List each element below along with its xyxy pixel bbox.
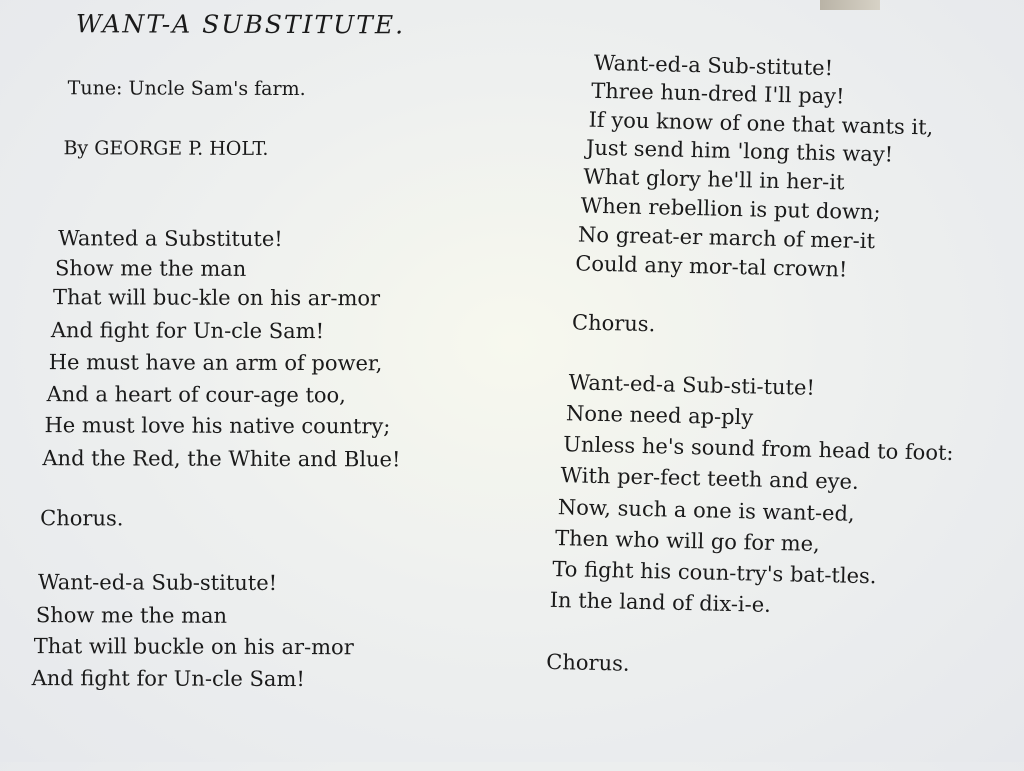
verse-line: In the land of dix-i-e. [549,587,772,617]
verse-line: With per-fect teeth and eye. [560,463,859,494]
verse-line: Then who will go for me, [554,526,821,557]
tune-line: Tune: Uncle Sam's farm. [67,77,306,101]
verse-line: To fight his coun-try's bat-tles. [552,556,877,589]
verse-line: Just send him 'long this way! [585,135,894,167]
verse-line: What glory he'll in her-it [583,164,845,195]
chorus-label: Chorus. [546,649,630,676]
verse-line: And a heart of cour-age too, [46,382,346,408]
verse-line: Unless he's sound from head to foot: [563,432,954,466]
verse-line: Want-ed-a Sub-stitute! [593,50,834,81]
verse-line: And fight for Un-cle Sam! [50,318,325,344]
verse-line: When rebellion is put down; [580,193,881,225]
chorus-label: Chorus. [571,310,656,337]
verse-line: Show me the man [35,603,228,628]
verse-line: And fight for Un-cle Sam! [31,666,305,692]
verse-line: No great-er march of mer-it [577,222,876,254]
verse-line: Now, such a one is want-ed, [557,495,855,526]
verse-line: Could any mor-tal crown! [575,251,848,282]
verse-line: If you know of one that wants it, [588,107,934,140]
verse-line: He must have an arm of power, [48,350,383,376]
verse-line: Want-ed-a Sub-stitute! [37,570,278,595]
photo-edge-strip [820,0,880,10]
verse-line: And the Red, the White and Blue! [42,446,401,472]
verse-line: Wanted a Substitute! [58,226,283,251]
verse-line: Show me the man [55,256,247,281]
verse-line: He must love his native country; [44,413,391,439]
verse-line: None need ap-ply [565,401,754,430]
song-title: WANT-A SUBSTITUTE. [75,9,406,40]
verse-line: That will buc-kle on his ar-mor [52,285,381,311]
author-line: By GEORGE P. HOLT. [63,137,269,160]
verse-line: Want-ed-a Sub-sti-tute! [568,370,816,400]
verse-line: Three hun-dred I'll pay! [591,78,845,109]
chorus-label: Chorus. [40,506,124,531]
verse-line: That will buckle on his ar-mor [33,634,354,660]
